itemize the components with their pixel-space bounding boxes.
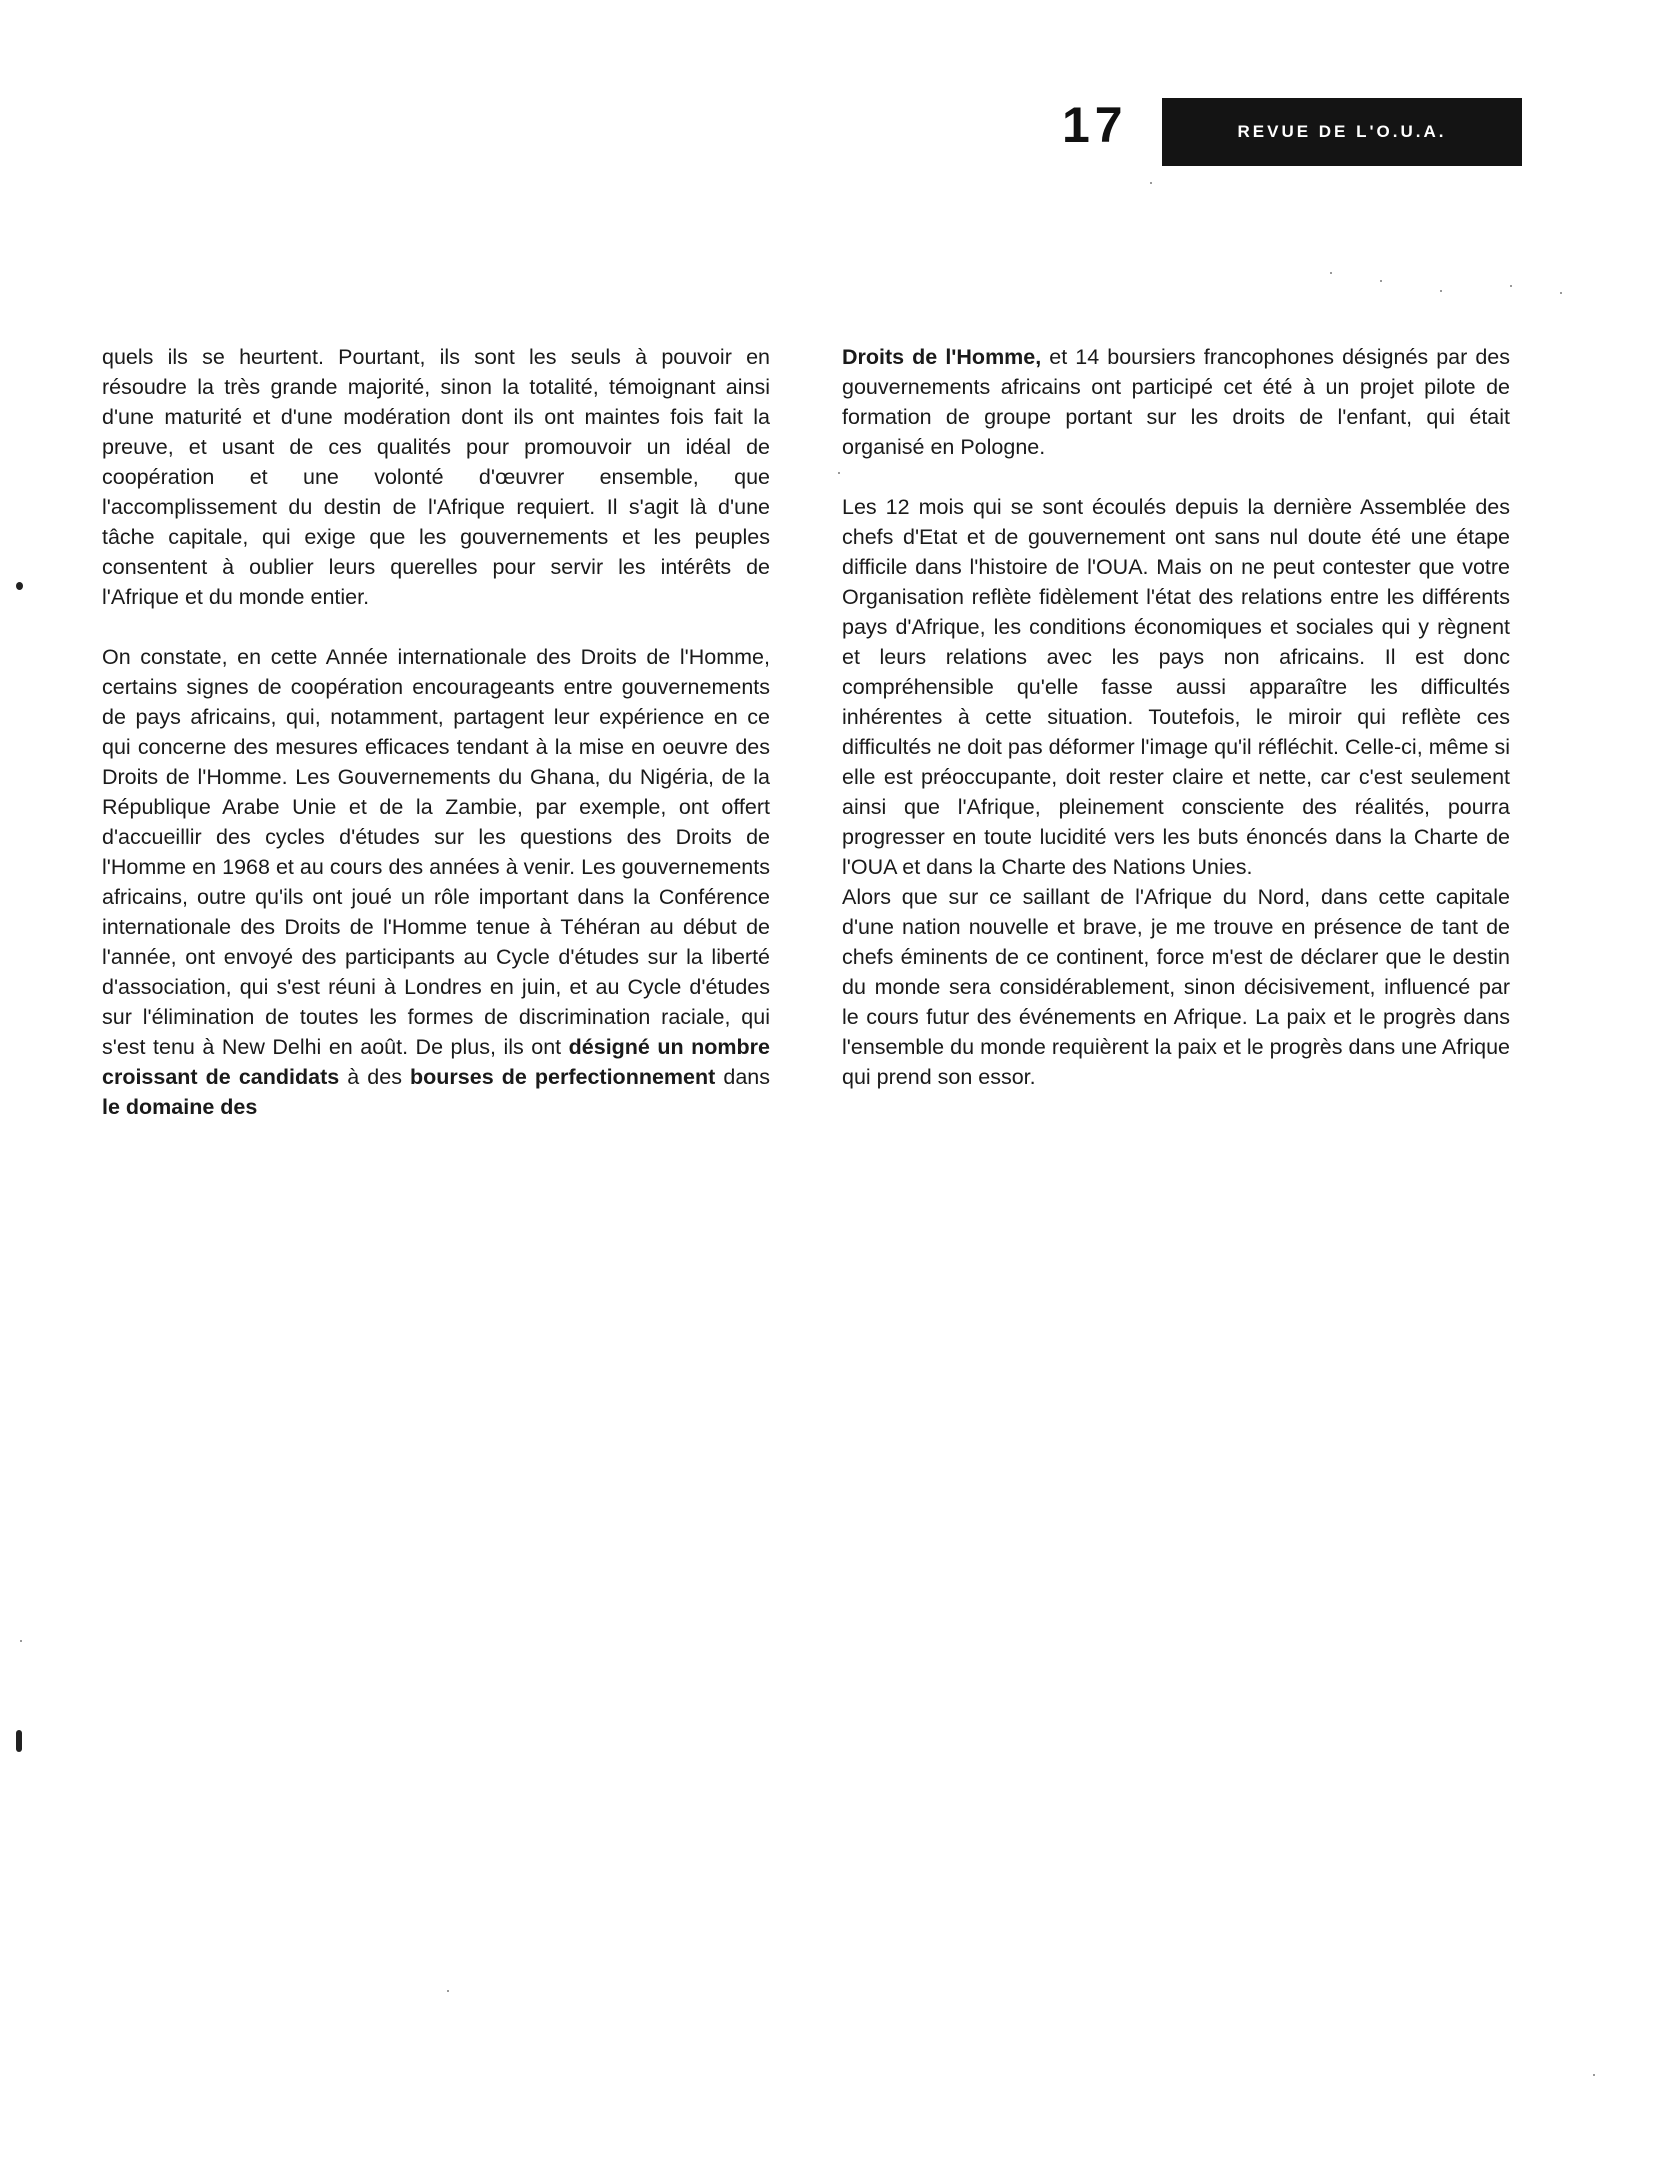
left-paragraph-2-connector-2: dans: [715, 1065, 770, 1089]
scan-speck: [1440, 290, 1442, 292]
scan-speck: [1593, 2074, 1595, 2076]
right-paragraph-3: Alors que sur ce saillant de l'Afrique du Nord, dans cette capitale d'une nation nouvelle et brave, je me trouve en présence de tant de chefs éminents de ce continent, force m'est de déclarer que le destin du monde sera considérablement, sinon décisivement, influencé par le cours futur des événements en Afrique. La paix et le progrès dans l'ensemble du monde requièrent la paix et le progrès dans une Afrique qui prend son essor.: [842, 885, 1510, 1089]
scan-speck: [1150, 182, 1152, 184]
bold-phrase-bourses: bourses de perfectionnement: [410, 1065, 716, 1089]
bold-phrase-candidats: désigné un nombre croissant de candidats: [102, 1035, 770, 1089]
right-column: [842, 342, 1510, 1092]
publication-title: REVUE DE L'O.U.A.: [1237, 122, 1447, 141]
scan-speck: [20, 1640, 22, 1642]
page-number: 17: [1062, 97, 1128, 153]
right-paragraph-1-text: et 14 boursiers francophones désignés par des gouvernements africains ont participé cet été à un projet pilote de formation de groupe portant sur les droits de l'enfant, qui était organisé en Pologne.: [842, 345, 1510, 459]
scan-mark: [16, 1730, 22, 1752]
bold-phrase-droits: Droits de l'Homme,: [842, 345, 1042, 369]
right-paragraph-2: Les 12 mois qui se sont écoulés depuis la dernière Assemblée des chefs d'Etat et de gouvernement ont sans nul doute été une étape difficile dans l'histoire de l'OUA. Mais on ne peut contester que votre Organisation reflète fidèlement l'état des relations entre les différents pays d'Afrique, les conditions économiques et sociales qui y règnent et leurs relations avec les pays non africains. Il est donc compréhensible qu'elle fasse aussi apparaître les difficultés inhérentes à cette situation. Toutefois, le miroir qui reflète ces difficultés ne doit pas déformer l'image qu'il réfléchit. Celle-ci, même si elle est préoccupante, doit rester claire et nette, car c'est seulement ainsi que l'Afrique, pleinement consciente des réalités, pourra progresser en toute lucidité vers les buts énoncés dans la Charte de l'OUA et dans la Charte des Nations Unies.: [842, 495, 1510, 879]
left-paragraph-2-text: On constate, en cette Année internationale des Droits de l'Homme, certains signes de coopération encourageants entre gouvernements de pays africains, qui, notamment, partagent leur expérience en ce qui concerne des mesures efficaces tendant à la mise en oeuvre des Droits de l'Homme. Les Gouvernements du Ghana, du Nigéria, de la République Arabe Unie et de la Zambie, par exemple, ont offert d'accueillir des cycles d'études sur les questions des Droits de l'Homme en 1968 et au cours des années à venir. Les gouvernements africains, outre qu'ils ont joué un rôle important dans la Conférence internationale des Droits de l'Homme tenue à Téhéran au début de l'année, ont envoyé des participants au Cycle d'études sur la liberté d'association, qui s'est réuni à Londres en juin, et au Cycle d'études sur l'élimination de toutes les formes de discrimination raciale, qui s'est tenu à New Delhi en août. De plus, ils ont: [102, 645, 770, 1059]
left-paragraph-1: quels ils se heurtent. Pourtant, ils sont les seuls à pouvoir en résoudre la très grande majorité, sinon la totalité, témoignant ainsi d'une maturité et d'une modération dont ils ont maintes fois fait la preuve, et usant de ces qualités pour promouvoir un idéal de coopération et une volonté d'œuvrer ensemble, que l'accomplissement du destin de l'Afrique requiert. Il s'agit là d'une tâche capitale, qui exige que les gouvernements et les peuples consentent à oublier leurs querelles pour servir les intérêts de l'Afrique et du monde entier.: [102, 345, 770, 609]
scan-speck: [447, 1990, 449, 1992]
left-paragraph-2: [102, 642, 770, 1122]
scan-speck: [1560, 292, 1562, 294]
scan-speck: [1510, 285, 1512, 287]
left-paragraph-2-connector-1: à des: [339, 1065, 411, 1089]
scan-speck: [838, 472, 840, 474]
left-column: [102, 342, 770, 1122]
publication-header: [1162, 98, 1522, 166]
scan-mark: [16, 582, 23, 590]
scan-speck: [1330, 272, 1332, 274]
right-paragraph-1: [842, 342, 1510, 462]
bold-phrase-domaine: le domaine des: [102, 1095, 258, 1119]
scan-speck: [1380, 280, 1382, 282]
